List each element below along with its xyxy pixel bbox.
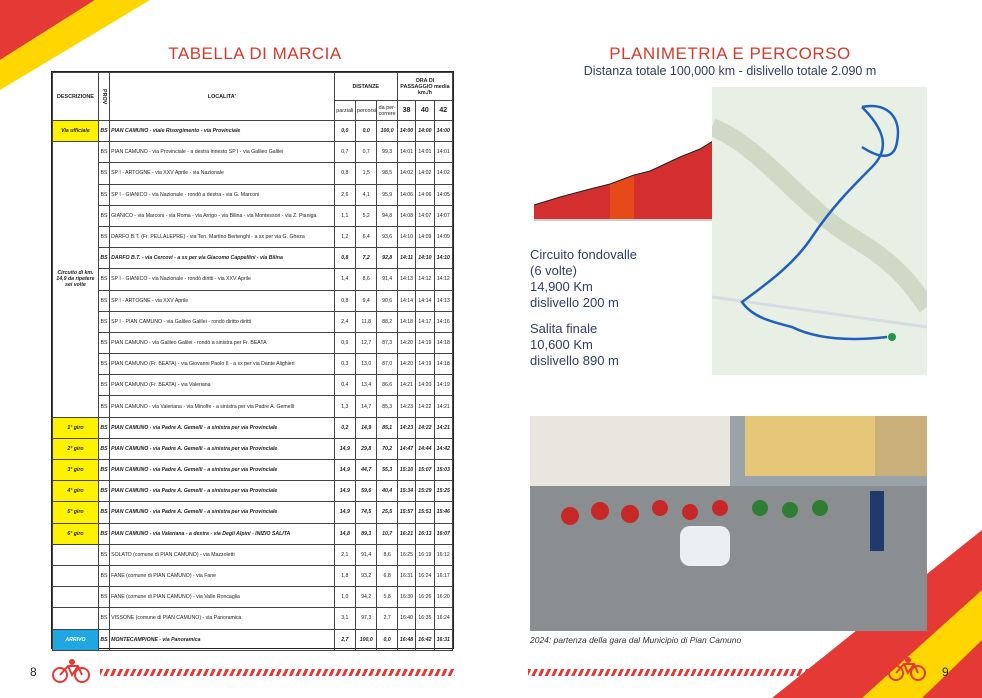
climb-line-3: dislivello 890 m (530, 353, 619, 368)
header-ora: ORA DI PASSAGGIO media km./h (397, 73, 452, 101)
row-time-38: 14:08 (397, 205, 415, 226)
row-time-38: 14:11 (397, 248, 415, 269)
row-percorsi: 1,5 (356, 163, 377, 184)
row-da-percorrere: 0,0 (377, 629, 397, 650)
row-time-42: 16:07 (434, 523, 452, 544)
row-da-percorrere: 70,2 (377, 438, 397, 459)
row-percorsi: 97,3 (356, 608, 377, 629)
row-description: 1° giro (53, 417, 99, 438)
row-localita: PIAN CAMUNO - via Padre A. Gemelli - a sinistra per via Provinciale (110, 438, 334, 459)
row-time-38: 14:23 (397, 417, 415, 438)
race-start-photo (530, 416, 927, 631)
row-da-percorrere: 98,5 (377, 163, 397, 184)
row-localita: SP I - PIAN CAMUNO - via Galileo Galilei - rondò diritto diritti (110, 311, 334, 332)
row-description: ARRIVO (53, 629, 99, 650)
row-parziali: 14,8 (334, 523, 355, 544)
row-parziali: 1,0 (334, 587, 355, 608)
row-prov: BS (98, 523, 109, 544)
row-localita: MONTECAMPIONE - via Panoramica (110, 629, 334, 650)
row-prov: BS (98, 502, 109, 523)
row-time-38: 16:48 (397, 629, 415, 650)
row-localita: FANE (comune di PIAN CAMUNO) - via Fane (110, 565, 334, 586)
row-parziali: 0,0 (334, 121, 355, 142)
row-description (53, 544, 99, 565)
row-localita: PIAN CAMUNO (Fr. BEATA) - via Valeriana (110, 375, 334, 396)
row-percorsi: 9,4 (356, 290, 377, 311)
header-percorsi: percorsi (356, 101, 377, 121)
row-da-percorrere: 10,7 (377, 523, 397, 544)
row-time-40: 14:17 (416, 311, 434, 332)
row-percorsi: 5,2 (356, 205, 377, 226)
row-parziali: 14,9 (334, 460, 355, 481)
header-parziali: parziali (334, 101, 355, 121)
table-row (53, 629, 453, 650)
header-speed-40: 40 (416, 101, 434, 121)
row-da-percorrere: 2,7 (377, 608, 397, 629)
row-time-40: 16:26 (416, 587, 434, 608)
marcia-table (52, 72, 453, 651)
row-time-38: 14:14 (397, 290, 415, 311)
row-prov: BS (98, 205, 109, 226)
row-parziali: 2,6 (334, 184, 355, 205)
table-row (53, 226, 453, 247)
row-da-percorrere: 85,3 (377, 396, 397, 417)
row-localita: DARFO B.T. - via Cercovi - a sx per via Giacomo Cappellini - via Bilina (110, 248, 334, 269)
row-time-40: 16:24 (416, 565, 434, 586)
row-time-38: 16:30 (397, 587, 415, 608)
row-percorsi: 74,5 (356, 502, 377, 523)
row-time-40: 14:12 (416, 269, 434, 290)
row-da-percorrere: 91,4 (377, 269, 397, 290)
row-parziali: 1,3 (334, 396, 355, 417)
row-description (53, 587, 99, 608)
row-time-40: 14:09 (416, 226, 434, 247)
row-time-42: 14:12 (434, 269, 452, 290)
row-percorsi: 7,2 (356, 248, 377, 269)
row-time-42: 14:21 (434, 417, 452, 438)
row-localita: SP I - GIANICO - via Nazionale - rondò diritti - via XXV Aprile (110, 269, 334, 290)
row-description: 6° giro (53, 523, 99, 544)
row-time-42: 16:20 (434, 587, 452, 608)
row-da-percorrere: 25,5 (377, 502, 397, 523)
circuit-line-1: Circuito fondovalle (530, 247, 637, 262)
row-prov: BS (98, 396, 109, 417)
row-da-percorrere: 87,0 (377, 354, 397, 375)
marcia-table-body (53, 121, 453, 651)
row-time-42: 15:46 (434, 502, 452, 523)
row-time-38: 15:10 (397, 460, 415, 481)
row-time-40: 15:51 (416, 502, 434, 523)
row-localita: FANE (comune di PIAN CAMUNO) - via Valle Roncaglia (110, 587, 334, 608)
row-prov: BS (98, 332, 109, 353)
row-parziali: 2,7 (334, 629, 355, 650)
race-start-photo-svg (530, 416, 927, 631)
row-prov: BS (98, 121, 109, 142)
row-parziali: 1,2 (334, 226, 355, 247)
row-description (53, 565, 99, 586)
row-description: 4° giro (53, 481, 99, 502)
row-localita: PIAN CAMUNO - viale Risorgimento - via Provinciale (110, 121, 334, 142)
row-parziali: 1,8 (334, 565, 355, 586)
row-description: Via ufficiale (53, 121, 99, 142)
row-time-40: 14:00 (416, 121, 434, 142)
row-parziali: 0,2 (334, 417, 355, 438)
row-da-percorrere: 87,3 (377, 332, 397, 353)
row-time-42: 14:01 (434, 142, 452, 163)
table-row (53, 544, 453, 565)
row-time-38: 14:13 (397, 269, 415, 290)
row-percorsi: 59,6 (356, 481, 377, 502)
row-da-percorrere: 55,3 (377, 460, 397, 481)
row-da-percorrere: 90,6 (377, 290, 397, 311)
row-percorsi: 29,8 (356, 438, 377, 459)
row-percorsi: 14,7 (356, 396, 377, 417)
row-time-42: 14:18 (434, 332, 452, 353)
row-prov: BS (98, 438, 109, 459)
table-row (53, 163, 453, 184)
row-prov: BS (98, 565, 109, 586)
row-time-42: 14:16 (434, 311, 452, 332)
row-description: Circuito di km. 14,9 da ripetere sei volte (53, 142, 99, 417)
row-da-percorrere: 6,8 (377, 565, 397, 586)
photo-caption: 2024: partenza della gara dal Municipio di Pian Camuno (530, 635, 742, 645)
row-percorsi: 0,7 (356, 142, 377, 163)
row-time-40: 14:44 (416, 438, 434, 459)
header-distanze: DISTANZE (334, 73, 397, 101)
row-percorsi: 91,4 (356, 544, 377, 565)
row-percorsi: 8,6 (356, 269, 377, 290)
row-parziali: 3,1 (334, 608, 355, 629)
row-prov: BS (98, 417, 109, 438)
row-time-40: 15:07 (416, 460, 434, 481)
row-da-percorrere: 40,4 (377, 481, 397, 502)
row-time-40: 16:19 (416, 544, 434, 565)
table-row (53, 248, 453, 269)
row-percorsi: 13,0 (356, 354, 377, 375)
climb-line-2: 10,600 Km (530, 337, 593, 352)
left-page-title: TABELLA DI MARCIA (168, 44, 342, 63)
row-parziali: 14,9 (334, 481, 355, 502)
row-time-38: 15:57 (397, 502, 415, 523)
table-row (53, 121, 453, 142)
row-description (53, 608, 99, 629)
row-time-38: 14:23 (397, 396, 415, 417)
table-row (53, 205, 453, 226)
row-parziali: 0,7 (334, 142, 355, 163)
footer-stripes-right (528, 669, 880, 676)
row-parziali: 14,9 (334, 502, 355, 523)
row-prov: BS (98, 269, 109, 290)
row-percorsi: 44,7 (356, 460, 377, 481)
row-localita: PIAN CAMUNO - via Padre A. Gemelli - a sinistra per via Provinciale (110, 481, 334, 502)
row-parziali: 0,4 (334, 375, 355, 396)
circuit-line-2: (6 volte) (530, 263, 577, 278)
row-parziali: 0,8 (334, 290, 355, 311)
table-row (53, 481, 453, 502)
row-time-38: 14:47 (397, 438, 415, 459)
row-localita: SP I - GIANICO - via Nazionale - rondò a destra - via G. Marconi (110, 184, 334, 205)
row-time-42: 14:10 (434, 248, 452, 269)
row-time-42: 14:07 (434, 205, 452, 226)
row-time-38: 14:20 (397, 354, 415, 375)
row-da-percorrere: 100,0 (377, 121, 397, 142)
row-time-42: 16:24 (434, 608, 452, 629)
table-row (53, 184, 453, 205)
header-localita: LOCALITA' (110, 73, 334, 121)
table-row (53, 565, 453, 586)
row-time-38: 14:21 (397, 375, 415, 396)
row-da-percorrere: 85,1 (377, 417, 397, 438)
climb-line-1: Salita finale (530, 321, 598, 336)
row-localita: SP I - ARTOGNE - via XXV Aprile - via Nazionale (110, 163, 334, 184)
row-time-38: 15:34 (397, 481, 415, 502)
table-row (53, 460, 453, 481)
row-parziali: 2,4 (334, 311, 355, 332)
row-localita: PIAN CAMUNO - via Provinciale - a destra innesto SP I - via Galileo Galilei (110, 142, 334, 163)
row-da-percorrere: 86,6 (377, 375, 397, 396)
row-time-42: 14:00 (434, 121, 452, 142)
row-time-42: 15:03 (434, 460, 452, 481)
row-prov: BS (98, 544, 109, 565)
row-time-40: 14:10 (416, 248, 434, 269)
row-prov: BS (98, 226, 109, 247)
circuit-info (530, 247, 637, 369)
row-time-42: 14:18 (434, 354, 452, 375)
row-prov: BS (98, 248, 109, 269)
page-number-left: 8 (30, 665, 37, 679)
row-time-40: 14:02 (416, 163, 434, 184)
row-time-38: 14:00 (397, 121, 415, 142)
row-parziali: 0,3 (334, 354, 355, 375)
table-row (53, 587, 453, 608)
row-time-40: 14:19 (416, 332, 434, 353)
row-time-40: 14:01 (416, 142, 434, 163)
row-da-percorrere: 8,6 (377, 544, 397, 565)
row-percorsi: 94,2 (356, 587, 377, 608)
row-time-40: 16:42 (416, 629, 434, 650)
row-time-38: 16:40 (397, 608, 415, 629)
page-number-right: 9 (942, 665, 949, 679)
row-percorsi: 14,9 (356, 417, 377, 438)
right-page-title: PLANIMETRIA E PERCORSO (609, 44, 851, 63)
row-localita: PIAN CAMUNO - via Valeriana - a destra - via Degli Alpini - INIZIO SALITA (110, 523, 334, 544)
table-row (53, 608, 453, 629)
row-localita: PIAN CAMUNO - via Padre A. Gemelli - a sinistra per via Provinciale (110, 417, 334, 438)
row-time-40: 16:35 (416, 608, 434, 629)
bike-icon-right (886, 656, 928, 682)
row-percorsi: 100,0 (356, 629, 377, 650)
row-time-40: 14:22 (416, 417, 434, 438)
row-prov: BS (98, 608, 109, 629)
row-parziali: 0,8 (334, 163, 355, 184)
row-description: 3° giro (53, 460, 99, 481)
row-time-38: 14:01 (397, 142, 415, 163)
circuit-line-3: 14,900 Km (530, 279, 593, 294)
row-da-percorrere: 94,8 (377, 205, 397, 226)
row-da-percorrere: 88,2 (377, 311, 397, 332)
row-prov: BS (98, 163, 109, 184)
table-row (53, 502, 453, 523)
row-da-percorrere: 5,8 (377, 587, 397, 608)
row-prov: BS (98, 354, 109, 375)
row-localita: PIAN CAMUNO (Fr. BEATA) - via Giovanni Paolo II - a sx per via Dante Alighieri (110, 354, 334, 375)
row-percorsi: 0,0 (356, 121, 377, 142)
table-row (53, 375, 453, 396)
row-prov: BS (98, 629, 109, 650)
row-percorsi: 89,3 (356, 523, 377, 544)
row-parziali: 1,1 (334, 205, 355, 226)
row-time-38: 16:21 (397, 523, 415, 544)
row-time-42: 16:31 (434, 629, 452, 650)
row-prov: BS (98, 311, 109, 332)
row-prov: BS (98, 481, 109, 502)
table-row (53, 269, 453, 290)
row-prov: BS (98, 460, 109, 481)
row-time-38: 14:02 (397, 163, 415, 184)
row-da-percorrere: 95,9 (377, 184, 397, 205)
row-time-42: 14:09 (434, 226, 452, 247)
right-page-subtitle: Distanza totale 100,000 km - dislivello totale 2.090 m (583, 64, 877, 78)
header-prov: PROV (98, 73, 109, 121)
row-localita: SOLATO (comune di PIAN CAMUNO) - via Mazzoletti (110, 544, 334, 565)
row-percorsi: 6,4 (356, 226, 377, 247)
table-row (53, 332, 453, 353)
row-time-42: 14:21 (434, 396, 452, 417)
row-time-40: 16:13 (416, 523, 434, 544)
row-time-42: 16:12 (434, 544, 452, 565)
row-time-38: 14:06 (397, 184, 415, 205)
table-row (53, 290, 453, 311)
row-localita: GIANICO - via Marconi - via Roma - via Arrigo - via Bilina - via Montessori - via Z. Pianiga (110, 205, 334, 226)
header-da-percorrere: da per-correre (377, 101, 397, 121)
row-percorsi: 93,2 (356, 565, 377, 586)
table-row (53, 142, 453, 163)
row-time-42: 14:05 (434, 184, 452, 205)
row-parziali: 0,9 (334, 332, 355, 353)
route-map-svg (712, 87, 927, 375)
table-row (53, 396, 453, 417)
row-time-40: 14:19 (416, 354, 434, 375)
row-time-38: 14:20 (397, 332, 415, 353)
row-time-38: 14:18 (397, 311, 415, 332)
header-speed-38: 38 (397, 101, 415, 121)
row-time-38: 16:25 (397, 544, 415, 565)
row-localita: PIAN CAMUNO - via Galileo Galilei - rondò a sinistra per Fr. BEATA (110, 332, 334, 353)
row-prov: BS (98, 375, 109, 396)
row-time-40: 14:22 (416, 396, 434, 417)
row-da-percorrere: 93,6 (377, 226, 397, 247)
marcia-table-container (51, 71, 454, 649)
header-descrizione: DESCRIZIONE (53, 73, 99, 121)
row-time-42: 14:13 (434, 290, 452, 311)
table-row (53, 417, 453, 438)
route-map (712, 87, 927, 375)
row-time-38: 16:31 (397, 565, 415, 586)
row-percorsi: 11,8 (356, 311, 377, 332)
table-row (53, 354, 453, 375)
table-row (53, 311, 453, 332)
row-localita: VISSONE (comune di PIAN CAMUNO) - via Panoramica (110, 608, 334, 629)
row-time-40: 14:07 (416, 205, 434, 226)
row-da-percorrere: 92,8 (377, 248, 397, 269)
row-prov: BS (98, 587, 109, 608)
row-percorsi: 13,4 (356, 375, 377, 396)
row-percorsi: 4,1 (356, 184, 377, 205)
row-parziali: 14,9 (334, 438, 355, 459)
row-time-40: 14:20 (416, 375, 434, 396)
row-localita: PIAN CAMUNO - via Padre A. Gemelli - a sinistra per via Provinciale (110, 460, 334, 481)
row-da-percorrere: 99,3 (377, 142, 397, 163)
row-time-42: 14:42 (434, 438, 452, 459)
row-localita: SP I - ARTOGNE - via XXV Aprile (110, 290, 334, 311)
row-prov: BS (98, 184, 109, 205)
row-time-40: 15:29 (416, 481, 434, 502)
header-speed-42: 42 (434, 101, 452, 121)
row-localita: PIAN CAMUNO - via Valeriana - via Minolfe - a sinistra per via Padre A. Gemelli (110, 396, 334, 417)
row-time-42: 14:02 (434, 163, 452, 184)
row-description: 5° giro (53, 502, 99, 523)
bike-icon (50, 658, 92, 684)
row-parziali: 2,1 (334, 544, 355, 565)
row-time-42: 16:17 (434, 565, 452, 586)
row-localita: DARFO B.T. (Fr. PELLALEPRE) - via Ten. Martino Bertenghi - a sx per via G. Gheza (110, 226, 334, 247)
footer-stripes-left (100, 669, 455, 676)
row-localita: PIAN CAMUNO - via Padre A. Gemelli - a sinistra per via Provinciale (110, 502, 334, 523)
row-prov: BS (98, 290, 109, 311)
row-parziali: 0,8 (334, 248, 355, 269)
circuit-line-4: dislivello 200 m (530, 295, 619, 310)
row-time-38: 14:10 (397, 226, 415, 247)
row-description: 2° giro (53, 438, 99, 459)
row-time-40: 14:14 (416, 290, 434, 311)
row-time-42: 14:19 (434, 375, 452, 396)
row-percorsi: 12,7 (356, 332, 377, 353)
row-time-42: 15:25 (434, 481, 452, 502)
row-prov: BS (98, 142, 109, 163)
table-row (53, 523, 453, 544)
row-time-40: 14:06 (416, 184, 434, 205)
table-row (53, 438, 453, 459)
row-parziali: 1,4 (334, 269, 355, 290)
